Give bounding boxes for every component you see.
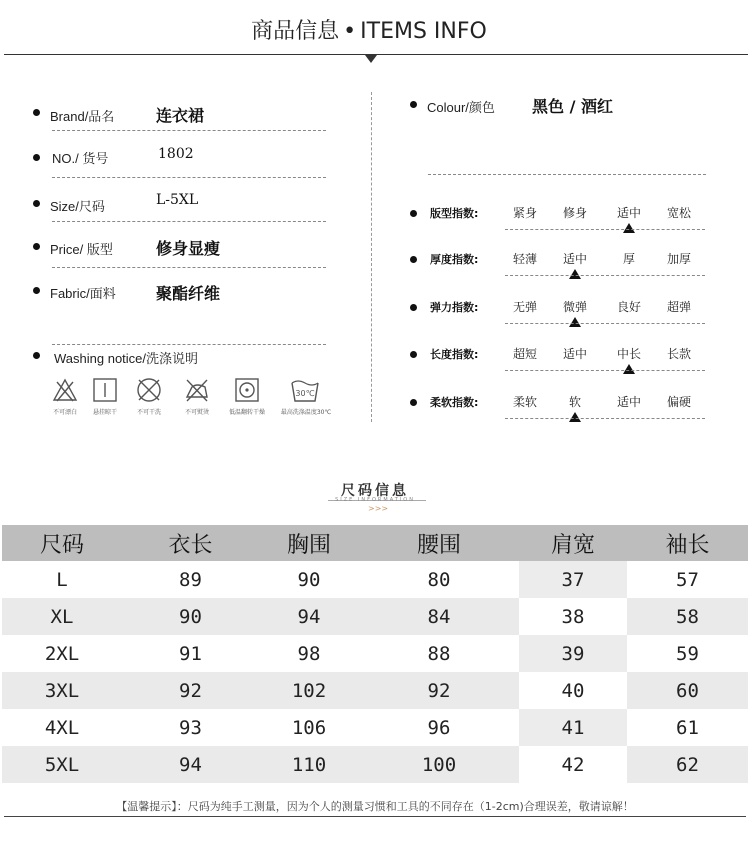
title-separator: •	[343, 19, 357, 44]
brand-label: Brand/品名	[50, 109, 115, 124]
colour-label: Colour/颜色	[427, 100, 495, 115]
index-option: 修身	[562, 206, 587, 220]
index-option: 长款	[666, 347, 691, 361]
title-en: ITEMS INFO	[360, 19, 487, 44]
table-cell: 84	[359, 598, 519, 635]
index-option: 适中	[616, 395, 641, 409]
brand-value: 连衣裙	[156, 106, 205, 125]
table-cell: L	[56, 568, 68, 591]
index-label: 弹力指数:	[430, 301, 479, 314]
table-cell: 57	[676, 568, 699, 591]
wash-label: 不可熨烫	[184, 409, 209, 416]
arrows-icon: >>>	[368, 504, 389, 513]
index-option: 超弹	[666, 300, 691, 314]
wash-temp-text: 30℃	[295, 389, 315, 398]
index-option: 宽松	[666, 206, 691, 220]
divider	[52, 130, 326, 131]
table-cell: 42	[519, 746, 627, 783]
bullet-icon	[33, 154, 40, 161]
number-label: NO./ 货号	[52, 151, 109, 166]
no-bleach-icon	[52, 377, 78, 407]
table-cell: 90	[297, 568, 321, 591]
table-row	[2, 635, 748, 672]
index-option: 厚	[622, 252, 635, 266]
column-header: 胸围	[259, 525, 359, 561]
index-option: 软	[568, 395, 581, 409]
table-cell: 93	[179, 716, 202, 739]
table-cell: 90	[122, 598, 259, 635]
table-cell: 4XL	[44, 716, 80, 739]
table-header-row	[2, 525, 748, 561]
price-value: 修身显瘦	[156, 239, 221, 258]
table-cell: 2XL	[44, 642, 80, 665]
divider	[52, 177, 326, 178]
table-cell: 96	[427, 716, 451, 739]
table-cell: 106	[291, 716, 327, 739]
table-row	[2, 746, 748, 783]
table-row	[2, 672, 748, 709]
index-option: 适中	[562, 252, 587, 266]
bullet-icon	[33, 352, 40, 359]
table-cell: 102	[259, 672, 359, 709]
selected-marker-icon	[623, 364, 635, 374]
divider	[505, 370, 705, 371]
no-dry-clean-icon	[136, 377, 162, 407]
table-cell: 91	[179, 642, 202, 665]
index-option: 无弹	[512, 300, 537, 314]
fabric-value: 聚酯纤维	[156, 284, 221, 303]
index-option: 超短	[512, 347, 537, 361]
table-cell: 5XL	[2, 746, 122, 783]
selected-marker-icon	[623, 223, 635, 233]
size-table	[2, 525, 748, 783]
table-cell: 38	[519, 598, 627, 635]
index-option: 柔软	[512, 395, 537, 409]
table-cell: 59	[676, 642, 699, 665]
index-label: 版型指数:	[430, 207, 479, 220]
bullet-icon	[410, 210, 417, 217]
table-cell: 100	[359, 746, 519, 783]
bullet-icon	[410, 304, 417, 311]
column-header: 腰围	[359, 525, 519, 561]
size-chart-title: 尺码信息	[341, 483, 409, 499]
bullet-icon	[410, 256, 417, 263]
index-option: 紧身	[512, 206, 537, 220]
divider	[428, 174, 706, 175]
index-option: 适中	[562, 347, 587, 361]
wash-label: 悬挂晾干	[92, 409, 117, 416]
table-cell: 89	[179, 568, 202, 591]
index-option: 适中	[616, 206, 641, 220]
table-cell: 92	[359, 672, 519, 709]
selected-marker-icon	[569, 317, 581, 327]
table-cell: 62	[627, 746, 748, 783]
table-cell: 40	[519, 672, 627, 709]
size-chart-subtitle: SIZE INFORMATION	[335, 497, 415, 503]
column-header: 尺码	[2, 525, 122, 561]
wash-label: 最高洗涤温度30℃	[280, 409, 332, 416]
index-option: 微弹	[562, 300, 587, 314]
bullet-icon	[410, 399, 417, 406]
table-cell: 60	[627, 672, 748, 709]
table-cell: 61	[676, 716, 699, 739]
wash-label: 不可干洗	[136, 409, 161, 416]
table-cell: XL	[2, 598, 122, 635]
column-header: 衣长	[122, 525, 259, 561]
table-cell: 98	[297, 642, 321, 665]
price-label: Price/ 版型	[50, 242, 113, 257]
no-iron-icon	[184, 377, 210, 407]
table-cell: 39	[519, 635, 627, 672]
size-value: L-5XL	[156, 192, 199, 208]
footer-divider	[4, 816, 746, 817]
wash-label: 低温翻转干燥	[228, 409, 265, 416]
bullet-icon	[33, 287, 40, 294]
column-header: 肩宽	[519, 525, 627, 561]
table-row	[2, 709, 748, 746]
table-cell: 92	[122, 672, 259, 709]
divider	[505, 323, 705, 324]
index-label: 厚度指数:	[430, 253, 479, 266]
hang-dry-icon	[92, 377, 118, 407]
index-label: 长度指数:	[430, 348, 479, 361]
table-cell: 88	[427, 642, 451, 665]
fabric-label: Fabric/面料	[50, 286, 116, 301]
wash-label: 不可漂白	[52, 409, 77, 416]
index-option: 偏硬	[666, 395, 691, 409]
index-label: 柔软指数:	[430, 396, 479, 409]
index-option: 加厚	[666, 252, 691, 266]
index-option: 中长	[616, 347, 641, 361]
table-cell: 80	[427, 568, 451, 591]
divider	[505, 418, 705, 419]
column-header: 袖长	[627, 525, 748, 561]
page-title	[0, 14, 738, 45]
divider	[52, 344, 326, 345]
divider	[52, 267, 326, 268]
size-label: Size/尺码	[50, 199, 105, 214]
column-divider	[371, 92, 372, 422]
colour-value: 黑色 / 酒红	[532, 97, 613, 116]
divider	[505, 229, 705, 230]
bullet-icon	[410, 101, 417, 108]
bullet-icon	[33, 200, 40, 207]
divider	[505, 275, 705, 276]
bullet-icon	[33, 109, 40, 116]
table-row	[2, 561, 748, 598]
measurement-tip: 【温馨提示】：尺码为纯手工测量，因为个人的测量习惯和工具的不同存在（1-2cm)合理误差，敬请谅解！	[116, 800, 634, 813]
index-option: 良好	[616, 300, 641, 314]
selected-marker-icon	[569, 269, 581, 279]
table-cell: 94	[122, 746, 259, 783]
number-value: 1802	[158, 146, 194, 162]
tumble-dry-low-icon	[234, 377, 260, 407]
selected-marker-icon	[569, 412, 581, 422]
index-option: 轻薄	[512, 252, 537, 266]
header-arrow-icon	[365, 55, 377, 63]
bullet-icon	[410, 351, 417, 358]
table-cell: 37	[519, 561, 627, 598]
table-cell: 41	[519, 709, 627, 746]
table-cell: 94	[259, 598, 359, 635]
title-cn: 商品信息	[251, 19, 340, 44]
table-cell: 58	[627, 598, 748, 635]
divider	[52, 221, 326, 222]
table-cell: 110	[259, 746, 359, 783]
table-cell: 3XL	[2, 672, 122, 709]
washing-label: Washing notice/洗涤说明	[54, 351, 199, 366]
bullet-icon	[33, 243, 40, 250]
table-row	[2, 598, 748, 635]
wash-30-icon	[290, 377, 320, 407]
